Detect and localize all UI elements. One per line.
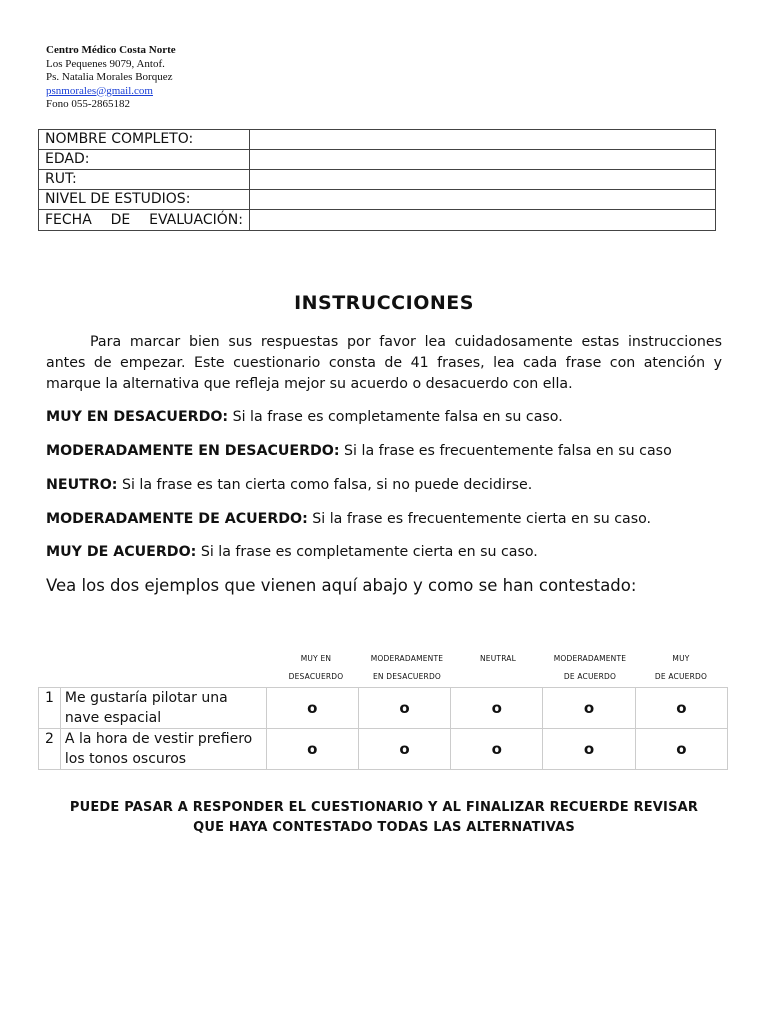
clinic-header bbox=[46, 44, 176, 112]
evaluation-date-label: FECHA DE EVALUACIÓN: bbox=[39, 210, 250, 231]
table-row bbox=[39, 190, 716, 210]
evaluation-date-field[interactable] bbox=[250, 210, 716, 231]
clinic-address: Los Pequenes 9079, Antof. bbox=[46, 57, 165, 70]
definition-term: MUY EN DESACUERDO: bbox=[46, 409, 229, 425]
scale-header-muy-en-desacuerdo: MUY EN DESACUERDO bbox=[288, 654, 344, 681]
rut-field[interactable] bbox=[250, 170, 716, 190]
definition-text: Si la frase es completamente falsa en su caso. bbox=[228, 409, 563, 425]
definition-item bbox=[46, 407, 736, 427]
scale-header-neutral: NEUTRAL bbox=[479, 654, 517, 663]
clinic-name: Centro Médico Costa Norte bbox=[46, 44, 176, 56]
final-note bbox=[0, 798, 768, 838]
table-row bbox=[39, 729, 728, 770]
examples-heading: Vea los dos ejemplos que vienen aquí abajo y como se han contestado: bbox=[46, 576, 637, 595]
answer-option[interactable]: o bbox=[451, 688, 543, 729]
item-statement: Me gustaría pilotar una nave espacial bbox=[60, 688, 266, 729]
definition-text: Si la frase es frecuentemente cierta en su caso. bbox=[307, 511, 652, 527]
answer-option[interactable]: o bbox=[635, 688, 727, 729]
age-field[interactable] bbox=[250, 150, 716, 170]
final-note-line: QUE HAYA CONTESTADO TODAS LAS ALTERNATIVAS bbox=[193, 820, 575, 835]
instructions-paragraph: Para marcar bien sus respuestas por favor lea cuidadosamente estas instrucciones antes de empezar. Este cuestionario consta de 41 frases, lea cada frase con atención y marque la alternativa que refleja mejor su acuerdo o desacuerdo con ella. bbox=[46, 334, 722, 392]
answer-option[interactable]: o bbox=[543, 688, 635, 729]
age-label: EDAD: bbox=[39, 150, 250, 170]
item-statement: A la hora de vestir prefiero los tonos oscuros bbox=[60, 729, 266, 770]
education-label: NIVEL DE ESTUDIOS: bbox=[39, 190, 250, 210]
definition-term: NEUTRO: bbox=[46, 477, 118, 493]
final-note-line: PUEDE PASAR A RESPONDER EL CUESTIONARIO Y AL FINALIZAR RECUERDE REVISAR bbox=[69, 800, 699, 815]
answer-option[interactable]: o bbox=[266, 729, 358, 770]
scale-header-muy-de-acuerdo: MUY DE ACUERDO bbox=[654, 654, 708, 681]
answer-option[interactable]: o bbox=[635, 729, 727, 770]
answer-option[interactable]: o bbox=[266, 688, 358, 729]
table-row bbox=[39, 688, 728, 729]
education-field[interactable] bbox=[250, 190, 716, 210]
definition-term: MODERADAMENTE DE ACUERDO: bbox=[46, 511, 308, 527]
table-row bbox=[39, 170, 716, 190]
table-row bbox=[39, 210, 716, 231]
name-label: NOMBRE COMPLETO: bbox=[39, 130, 250, 150]
definition-text: Si la frase es completamente cierta en su caso. bbox=[196, 544, 538, 560]
rut-label: RUT: bbox=[39, 170, 250, 190]
definition-item bbox=[46, 509, 736, 529]
answer-option[interactable]: o bbox=[451, 729, 543, 770]
phone-number: Fono 055-2865182 bbox=[46, 98, 131, 110]
definition-term: MODERADAMENTE EN DESACUERDO: bbox=[46, 443, 340, 459]
patient-info-table bbox=[38, 129, 716, 231]
definition-text: Si la frase es tan cierta como falsa, si no puede decidirse. bbox=[117, 477, 533, 493]
scale-header-moderadamente-de-acuerdo: MODERADAMENTE DE ACUERDO bbox=[553, 654, 627, 681]
definition-term: MUY DE ACUERDO: bbox=[46, 544, 197, 560]
examples-table bbox=[38, 687, 728, 770]
instructions-title: INSTRUCCIONES bbox=[294, 292, 474, 314]
table-row bbox=[39, 150, 716, 170]
answer-option[interactable]: o bbox=[358, 729, 450, 770]
scale-header-moderadamente-en-desacuerdo: MODERADAMENTE EN DESACUERDO bbox=[370, 654, 444, 681]
definition-item bbox=[46, 542, 736, 562]
item-number: 2 bbox=[39, 729, 61, 770]
definition-text: Si la frase es frecuentemente falsa en su caso bbox=[339, 443, 672, 459]
item-number: 1 bbox=[39, 688, 61, 729]
definition-item bbox=[46, 441, 736, 461]
name-field[interactable] bbox=[250, 130, 716, 150]
email-link[interactable]: psnmorales@gmail.com bbox=[46, 84, 153, 97]
table-row bbox=[39, 130, 716, 150]
answer-option[interactable]: o bbox=[358, 688, 450, 729]
psychologist-name: Ps. Natalia Morales Borquez bbox=[46, 71, 173, 83]
definition-item bbox=[46, 475, 736, 495]
answer-option[interactable]: o bbox=[543, 729, 635, 770]
